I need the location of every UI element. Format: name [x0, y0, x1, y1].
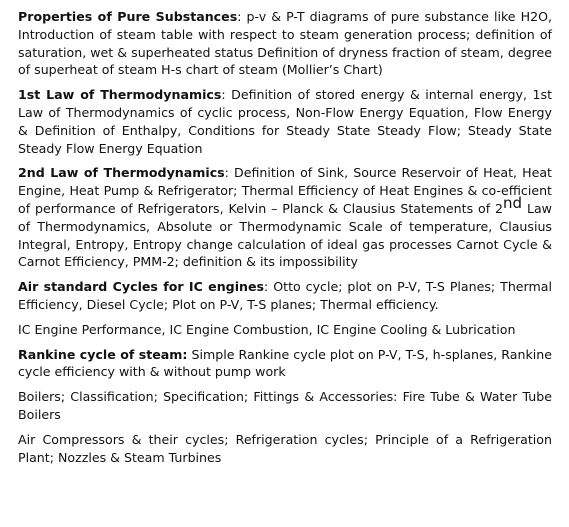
paragraph-text: Simple Rankine cycle plot on P-V, T-S, h-splanes, Rankine cycle efficiency with & without pump work [18, 346, 552, 380]
paragraph-text: Law of Thermodynamics, Absolute or Thermodynamic Scale of temperature, Clausius Integral, Entropy, Entropy change calculation of ideal gas processes Carnot Cycle & Carnot Efficiency, PMM-2; definition & its impossibility [18, 200, 552, 270]
ordinal-superscript: nd [503, 193, 523, 212]
paragraph-air-compressors [18, 431, 552, 467]
heading-first-law: 1st Law of Thermodynamics [18, 87, 222, 103]
paragraph-boilers [18, 388, 552, 424]
paragraph-air-standard-cycles [18, 278, 552, 314]
paragraph-second-law [18, 164, 552, 271]
heading-properties-of-pure-substances: Properties of Pure Substances [18, 9, 238, 24]
paragraph-text: Boilers; Classification; Specification; Fittings & Accessories: Fire Tube & Water Tube Boilers [18, 389, 552, 422]
heading-rankine-cycle: Rankine cycle of steam: [18, 346, 188, 362]
heading-second-law: 2nd Law of Thermodynamics [18, 165, 225, 181]
paragraph-text: : Definition of stored energy & internal energy, 1st Law of Thermodynamics of cyclic process, Non-Flow Energy Equation, Flow Energy & Definition of Enthalpy, Conditions for Steady State Steady Flow; Steady State Steady Flow Energy Equation [18, 87, 553, 156]
paragraph-rankine-cycle [18, 346, 552, 382]
heading-air-standard-cycles: Air standard Cycles for IC engines [18, 279, 265, 295]
paragraph-properties-of-pure-substances [18, 8, 552, 79]
paragraph-text: : Otto cycle; plot on P-V, T-S Planes; Thermal Efficiency, Diesel Cycle; Plot on P-V, T-S planes; Thermal efficiency. [18, 279, 552, 312]
paragraph-ic-engine [18, 321, 552, 339]
syllabus-document [18, 8, 552, 473]
paragraph-text: : Definition of Sink, Source Reservoir of Heat, Heat Engine, Heat Pump & Refrigerator; Thermal Efficiency of Heat Engines & co-efficient of performance of Refrigerators, Kelvin – Planck & Clausius Statements of 2 [18, 165, 552, 216]
paragraph-text: Air Compressors & their cycles; Refrigeration cycles; Principle of a Refrigeration Plant; Nozzles & Steam Turbines [18, 431, 552, 465]
paragraph-text: IC Engine Performance, IC Engine Combustion, IC Engine Cooling & Lubrication [18, 321, 516, 337]
paragraph-first-law [18, 86, 552, 157]
paragraph-text: : p-v & P-T diagrams of pure substance like H2O, Introduction of steam table with respect to steam generation process; definition of saturation, wet & superheated status Definition of dryness fraction of steam, degree of superheat of steam H-s chart of steam (Mollier’s Chart) [18, 9, 552, 78]
